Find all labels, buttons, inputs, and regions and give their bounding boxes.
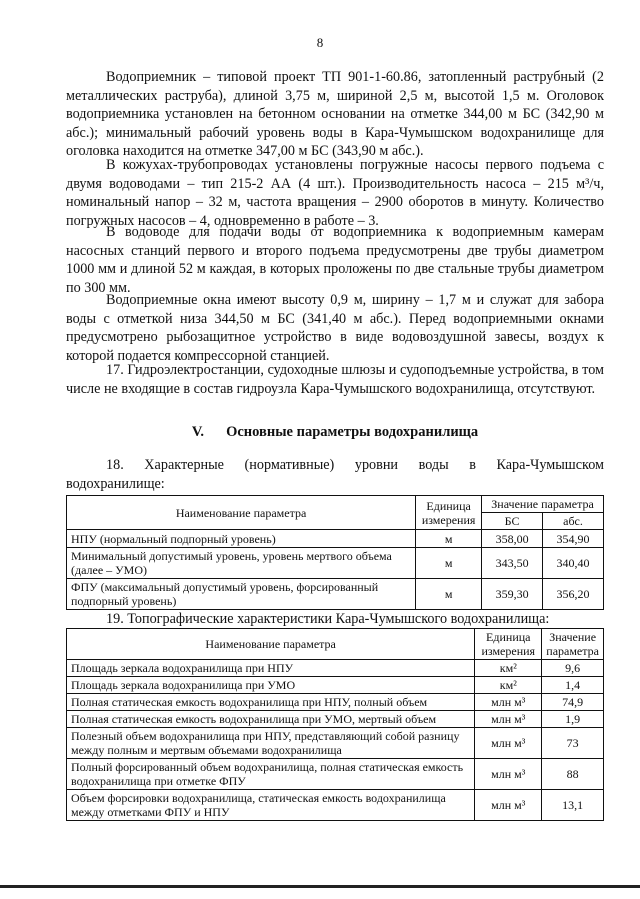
- header-bs: БС: [482, 513, 543, 530]
- paragraph-text: 18. Характерные (нормативные) уровни воды в Кара-Чумышском водохранилище:: [66, 457, 604, 492]
- paragraph-text: Водоприемник – типовой проект ТП 901-1-60.86, затопленный раструбный (2 металлических раструба), длиной 3,75 м, шириной 2,5 м, высотой 1,5 м. Оголовок водоприемника установлен на бетонном основании на отметке 344,00 м БС (342,90 м абс.); минимальный рабочий уровень воды в Кара-Чумышском водохранилище для оголовка находится на отметке 347,00 м БС (343,90 м абс.).: [66, 69, 604, 159]
- cell-value: 74,9: [542, 694, 604, 711]
- paragraph-text: В кожухах-трубопроводах установлены погружные насосы первого подъема с двумя водоводами – тип 215-2 АА (4 шт.). Производительность насоса – 215 м³/ч, номинальный напор – 32 м, частота вращения – 2900 оборотов в минуту. Количество погружных насосов – 4, одновременно в работе – 3.: [66, 157, 604, 229]
- header-abs: абс.: [543, 513, 604, 530]
- section-title: Основные параметры водохранилища: [226, 424, 479, 440]
- cell-unit: м: [416, 530, 482, 548]
- cell-value: 88: [542, 759, 604, 790]
- header-name: Наименование параметра: [67, 629, 475, 660]
- paragraph-item-17: [66, 361, 604, 398]
- water-levels-table: [66, 495, 604, 610]
- cell-name: Полная статическая емкость водохранилища при УМО, мертвый объем: [67, 711, 475, 728]
- cell-name: НПУ (нормальный подпорный уровень): [67, 530, 416, 548]
- table-row: [67, 677, 604, 694]
- cell-unit: млн м³: [475, 759, 542, 790]
- cell-value: 1,4: [542, 677, 604, 694]
- cell-unit: м: [416, 548, 482, 579]
- table-header-row: [67, 496, 604, 513]
- cell-name: Минимальный допустимый уровень, уровень мертвого объема (далее – УМО): [67, 548, 416, 579]
- cell-name: Объем форсировки водохранилища, статическая емкость водохранилища между отметками ФПУ и НПУ: [67, 790, 475, 821]
- cell-name: Полезный объем водохранилища при НПУ, представляющий собой разницу между полным и мертвым объемами водохранилища: [67, 728, 475, 759]
- paragraph-text: 19. Топографические характеристики Кара-Чумышского водохранилища:: [106, 611, 550, 627]
- cell-unit: млн м³: [475, 728, 542, 759]
- cell-bs: 359,30: [482, 579, 543, 610]
- table-row: [67, 790, 604, 821]
- cell-unit: млн м³: [475, 694, 542, 711]
- table-row: [67, 579, 604, 610]
- scan-edge-divider: [0, 885, 640, 888]
- table-row: [67, 711, 604, 728]
- section-heading: [66, 424, 604, 441]
- table-header-row: [67, 629, 604, 660]
- cell-value: 73: [542, 728, 604, 759]
- table-row: [67, 530, 604, 548]
- table-row: [67, 728, 604, 759]
- cell-bs: 358,00: [482, 530, 543, 548]
- page-number: 8: [316, 35, 324, 50]
- topographic-table: [66, 628, 604, 821]
- paragraph-item-19: [66, 610, 604, 629]
- header-name: Наименование параметра: [67, 496, 416, 530]
- header-value: Значение параметра: [542, 629, 604, 660]
- paragraph-text: 17. Гидроэлектростанции, судоходные шлюзы и судоподъемные устройства, в том числе не входящие в состав гидроузла Кара-Чумышского водохранилища, отсутствуют.: [66, 362, 604, 397]
- cell-value: 1,9: [542, 711, 604, 728]
- cell-name: Полный форсированный объем водохранилища, полная статическая емкость водохранилища при отметке ФПУ: [67, 759, 475, 790]
- header-value: Значение параметра: [482, 496, 604, 513]
- cell-abs: 340,40: [543, 548, 604, 579]
- cell-bs: 343,50: [482, 548, 543, 579]
- cell-name: Полная статическая емкость водохранилища при НПУ, полный объем: [67, 694, 475, 711]
- cell-unit: км²: [475, 677, 542, 694]
- header-unit: Единица измерения: [416, 496, 482, 530]
- paragraph-conduit: [66, 223, 604, 297]
- table-row: [67, 759, 604, 790]
- cell-value: 9,6: [542, 660, 604, 677]
- table-row: [67, 548, 604, 579]
- paragraph-text: Водоприемные окна имеют высоту 0,9 м, ширину – 1,7 м и служат для забора воды с отметкой низа 344,50 м БС (341,40 м абс.). Перед водоприемными окнами предусмотрено рыбозащитное устройство в виде водовоздушной завесы, воздух к которой подается компрессорной станцией.: [66, 292, 604, 364]
- table-row: [67, 694, 604, 711]
- cell-unit: млн м³: [475, 790, 542, 821]
- cell-name: ФПУ (максимальный допустимый уровень, форсированный подпорный уровень): [67, 579, 416, 610]
- cell-unit: м: [416, 579, 482, 610]
- cell-unit: млн м³: [475, 711, 542, 728]
- paragraph-item-18: [66, 456, 604, 493]
- header-unit: Единица измерения: [475, 629, 542, 660]
- table-row: [67, 660, 604, 677]
- paragraph-text: В водоводе для подачи воды от водоприемника к водоприемным камерам насосных станций первого и второго подъема предусмотрены две трубы диаметром 1000 мм и длиной 52 м каждая, в которых проложены по две стальные трубы диаметром по 300 мм.: [66, 224, 604, 296]
- cell-value: 13,1: [542, 790, 604, 821]
- paragraph-intake: [66, 68, 604, 161]
- cell-name: Площадь зеркала водохранилища при УМО: [67, 677, 475, 694]
- cell-unit: км²: [475, 660, 542, 677]
- cell-abs: 354,90: [543, 530, 604, 548]
- paragraph-windows: [66, 291, 604, 365]
- cell-abs: 356,20: [543, 579, 604, 610]
- section-number: V.: [191, 424, 205, 440]
- paragraph-pumps: [66, 156, 604, 230]
- cell-name: Площадь зеркала водохранилища при НПУ: [67, 660, 475, 677]
